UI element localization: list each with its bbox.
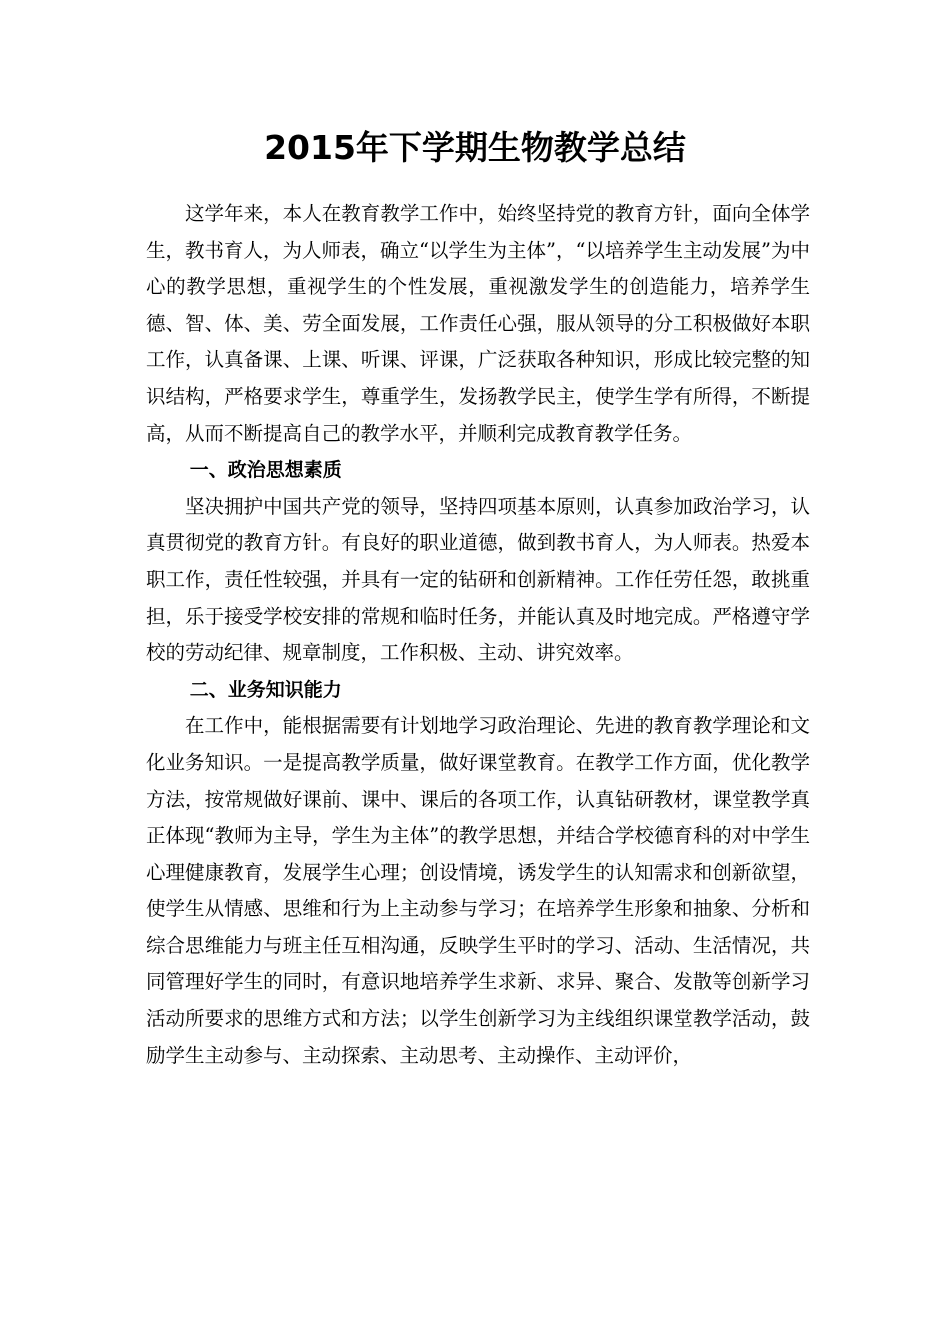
intro-paragraph: 这学年来，本人在教育教学工作中，始终坚持党的教育方针，面向全体学生，教书育人，为人师表，确立“以学生为主体”，“以培养学生主动发展”为中心的教学思想，重视学生的个性发展，重视激发学生的创造能力，培养学生德、智、体、美、劳全面发展，工作责任心强，服从领导的分工积极做好本职工作，认真备课、上课、听课、评课，广泛获取各种知识，形成比较完整的知识结构，严格要求学生，尊重学生，发扬教学民主，使学生学有所得，不断提高，从而不断提高自己的教学水平，并顺利完成教育教学任务。 (146, 202, 810, 445)
document-title: 2015年下学期生物教学总结 (264, 128, 686, 167)
section-paragraph-political: 坚决拥护中国共产党的领导，坚持四项基本原则，认真参加政治学习，认真贯彻党的教育方针。有良好的职业道德，做到教书育人，为人师表。热爱本职工作，责任性较强，并具有一定的钻研和创新精神。工作任劳任怨，敢挑重担，乐于接受学校安排的常规和临时任务，并能认真及时地完成。严格遵守学校的劳动纪律、规章制度，工作积极、主动、讲究效率。 (146, 494, 810, 665)
section-heading-professional: 二、业务知识能力 (189, 678, 342, 701)
section-heading-political: 一、政治思想素质 (189, 459, 342, 482)
document-body (146, 196, 810, 1074)
section-paragraph-professional: 在工作中，能根据需要有计划地学习政治理论、先进的教育教学理论和文化业务知识。一是提高教学质量，做好课堂教育。在教学工作方面，优化教学方法，按常规做好课前、课中、课后的各项工作，认真钻研教材，课堂教学真正体现“教师为主导，学生为主体”的教学思想，并结合学校德育科的对中学生心理健康教育，发展学生心理；创设情境，诱发学生的认知需求和创新欲望，使学生从情感、思维和行为上主动参与学习；在培养学生形象和抽象、分析和综合思维能力与班主任互相沟通，反映学生平时的学习、活动、生活情况，共同管理好学生的同时，有意识地培养学生求新、求异、聚合、发散等创新学习活动所要求的思维方式和方法；以学生创新学习为主线组织课堂教学活动，鼓励学生主动参与、主动探索、主动思考、主动操作、主动评价， (146, 714, 810, 1067)
